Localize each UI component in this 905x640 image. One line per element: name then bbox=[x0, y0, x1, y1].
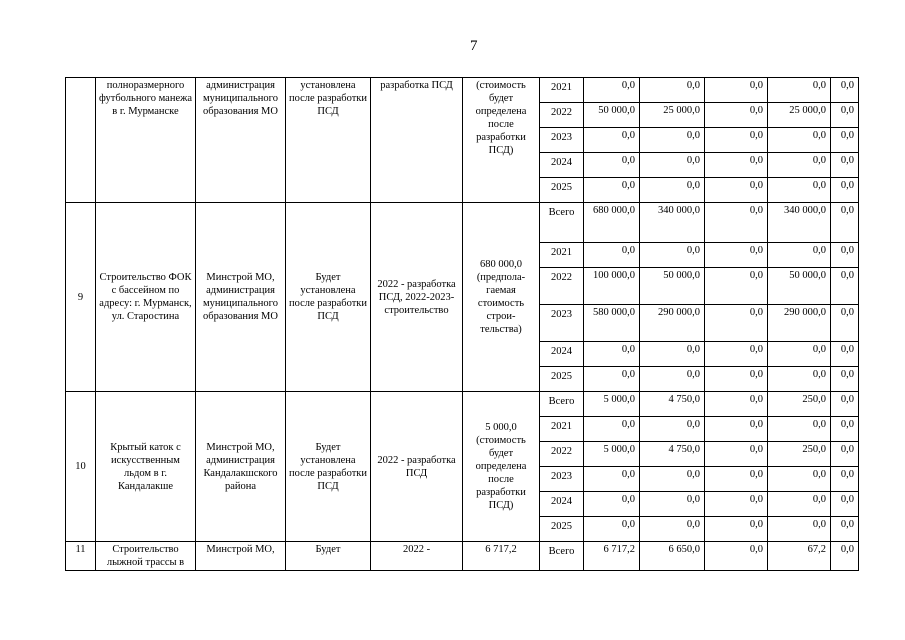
amount-cell: 0,0 bbox=[584, 78, 640, 103]
year-cell: 2024 bbox=[540, 492, 584, 517]
year-cell: 2024 bbox=[540, 153, 584, 178]
amount-cell: 0,0 bbox=[831, 103, 859, 128]
row-number-cell: 9 bbox=[66, 203, 96, 392]
amount-cell: 0,0 bbox=[705, 178, 768, 203]
amount-cell: 0,0 bbox=[584, 342, 640, 367]
amount-cell: 0,0 bbox=[768, 517, 831, 542]
amount-cell: 0,0 bbox=[831, 243, 859, 268]
amount-cell: 0,0 bbox=[584, 128, 640, 153]
amount-cell: 0,0 bbox=[831, 542, 859, 571]
amount-cell: 0,0 bbox=[640, 342, 705, 367]
capacity-cell: установлена после разработки ПСД bbox=[286, 78, 371, 203]
amount-cell: 0,0 bbox=[705, 243, 768, 268]
amount-cell: 0,0 bbox=[831, 178, 859, 203]
amount-cell: 340 000,0 bbox=[640, 203, 705, 243]
amount-cell: 0,0 bbox=[705, 542, 768, 571]
amount-cell: 0,0 bbox=[640, 153, 705, 178]
amount-cell: 0,0 bbox=[640, 467, 705, 492]
year-cell: 2022 bbox=[540, 103, 584, 128]
amount-cell: 0,0 bbox=[705, 442, 768, 467]
amount-cell: 0,0 bbox=[584, 492, 640, 517]
amount-cell: 0,0 bbox=[831, 153, 859, 178]
page-number: 7 bbox=[470, 38, 478, 54]
amount-cell: 0,0 bbox=[768, 467, 831, 492]
amount-cell: 0,0 bbox=[768, 243, 831, 268]
amount-cell: 0,0 bbox=[705, 467, 768, 492]
amount-cell: 0,0 bbox=[768, 342, 831, 367]
period-cell: 2022 - разработка ПСД, 2022-2023- строительство bbox=[371, 203, 463, 392]
amount-cell: 0,0 bbox=[768, 128, 831, 153]
amount-cell: 580 000,0 bbox=[584, 305, 640, 342]
year-cell: 2024 bbox=[540, 342, 584, 367]
year-cell: 2025 bbox=[540, 367, 584, 392]
row-number-cell: 11 bbox=[66, 542, 96, 571]
table-body bbox=[66, 78, 859, 571]
amount-cell: 0,0 bbox=[768, 178, 831, 203]
amount-cell: 0,0 bbox=[584, 467, 640, 492]
row-number-cell: 10 bbox=[66, 392, 96, 542]
amount-cell: 0,0 bbox=[831, 342, 859, 367]
amount-cell: 25 000,0 bbox=[640, 103, 705, 128]
amount-cell: 50 000,0 bbox=[584, 103, 640, 128]
amount-cell: 0,0 bbox=[831, 517, 859, 542]
amount-cell: 0,0 bbox=[705, 153, 768, 178]
object-name-cell: Строительство лыжной трассы в bbox=[96, 542, 196, 571]
amount-cell: 0,0 bbox=[705, 367, 768, 392]
amount-cell: 0,0 bbox=[584, 153, 640, 178]
amount-cell: 100 000,0 bbox=[584, 268, 640, 305]
year-cell: 2023 bbox=[540, 128, 584, 153]
amount-cell: 0,0 bbox=[705, 342, 768, 367]
amount-cell: 0,0 bbox=[640, 178, 705, 203]
amount-cell: 0,0 bbox=[831, 78, 859, 103]
amount-cell: 0,0 bbox=[705, 128, 768, 153]
amount-cell: 6 650,0 bbox=[640, 542, 705, 571]
executor-cell: Минстрой МО, администрация Кандалакшского района bbox=[196, 392, 286, 542]
executor-cell: Минстрой МО, администрация муниципального образования МО bbox=[196, 203, 286, 392]
amount-cell: 0,0 bbox=[768, 78, 831, 103]
table-row bbox=[66, 203, 859, 243]
year-cell: 2022 bbox=[540, 442, 584, 467]
year-cell: Всего bbox=[540, 392, 584, 417]
amount-cell: 0,0 bbox=[640, 367, 705, 392]
amount-cell: 0,0 bbox=[831, 467, 859, 492]
amount-cell: 25 000,0 bbox=[768, 103, 831, 128]
amount-cell: 5 000,0 bbox=[584, 392, 640, 417]
amount-cell: 0,0 bbox=[705, 268, 768, 305]
amount-cell: 0,0 bbox=[640, 128, 705, 153]
amount-cell: 50 000,0 bbox=[640, 268, 705, 305]
amount-cell: 0,0 bbox=[640, 492, 705, 517]
executor-cell: администрация муниципального образования МО bbox=[196, 78, 286, 203]
period-cell: 2022 - bbox=[371, 542, 463, 571]
year-cell: 2025 bbox=[540, 517, 584, 542]
amount-cell: 0,0 bbox=[705, 203, 768, 243]
estimated-cost-cell: 6 717,2 bbox=[463, 542, 540, 571]
amount-cell: 0,0 bbox=[831, 492, 859, 517]
amount-cell: 0,0 bbox=[640, 243, 705, 268]
year-cell: 2021 bbox=[540, 243, 584, 268]
program-table bbox=[65, 77, 859, 571]
amount-cell: 67,2 bbox=[768, 542, 831, 571]
amount-cell: 0,0 bbox=[640, 78, 705, 103]
amount-cell: 0,0 bbox=[584, 178, 640, 203]
amount-cell: 0,0 bbox=[705, 492, 768, 517]
amount-cell: 0,0 bbox=[584, 417, 640, 442]
row-number-cell bbox=[66, 78, 96, 203]
amount-cell: 0,0 bbox=[584, 243, 640, 268]
amount-cell: 0,0 bbox=[831, 128, 859, 153]
estimated-cost-cell: (стоимость будет определена после разработки ПСД) bbox=[463, 78, 540, 203]
amount-cell: 0,0 bbox=[705, 392, 768, 417]
year-cell: 2023 bbox=[540, 467, 584, 492]
amount-cell: 0,0 bbox=[831, 305, 859, 342]
year-cell: Всего bbox=[540, 203, 584, 243]
amount-cell: 0,0 bbox=[640, 417, 705, 442]
year-cell: 2021 bbox=[540, 417, 584, 442]
amount-cell: 0,0 bbox=[705, 78, 768, 103]
amount-cell: 0,0 bbox=[831, 203, 859, 243]
amount-cell: 4 750,0 bbox=[640, 442, 705, 467]
amount-cell: 0,0 bbox=[768, 153, 831, 178]
amount-cell: 0,0 bbox=[768, 492, 831, 517]
amount-cell: 290 000,0 bbox=[768, 305, 831, 342]
amount-cell: 50 000,0 bbox=[768, 268, 831, 305]
year-cell: 2023 bbox=[540, 305, 584, 342]
amount-cell: 0,0 bbox=[831, 392, 859, 417]
amount-cell: 0,0 bbox=[705, 417, 768, 442]
year-cell: 2022 bbox=[540, 268, 584, 305]
capacity-cell: Будет установлена после разработки ПСД bbox=[286, 203, 371, 392]
amount-cell: 250,0 bbox=[768, 392, 831, 417]
amount-cell: 0,0 bbox=[705, 517, 768, 542]
amount-cell: 6 717,2 bbox=[584, 542, 640, 571]
table-row bbox=[66, 542, 859, 571]
amount-cell: 4 750,0 bbox=[640, 392, 705, 417]
capacity-cell: Будет bbox=[286, 542, 371, 571]
amount-cell: 0,0 bbox=[584, 367, 640, 392]
period-cell: разработка ПСД bbox=[371, 78, 463, 203]
amount-cell: 340 000,0 bbox=[768, 203, 831, 243]
amount-cell: 0,0 bbox=[584, 517, 640, 542]
amount-cell: 290 000,0 bbox=[640, 305, 705, 342]
period-cell: 2022 - разработка ПСД bbox=[371, 392, 463, 542]
object-name-cell: Строительство ФОК с бассейном по адресу: г. Мурманск, ул. Старостина bbox=[96, 203, 196, 392]
amount-cell: 0,0 bbox=[831, 268, 859, 305]
amount-cell: 680 000,0 bbox=[584, 203, 640, 243]
amount-cell: 0,0 bbox=[768, 417, 831, 442]
amount-cell: 250,0 bbox=[768, 442, 831, 467]
amount-cell: 0,0 bbox=[640, 517, 705, 542]
table-row bbox=[66, 392, 859, 417]
amount-cell: 0,0 bbox=[831, 442, 859, 467]
amount-cell: 0,0 bbox=[831, 417, 859, 442]
object-name-cell: полноразмерного футбольного манежа в г. Мурманске bbox=[96, 78, 196, 203]
estimated-cost-cell: 5 000,0 (стоимость будет определена после разработки ПСД) bbox=[463, 392, 540, 542]
object-name-cell: Крытый каток с искусственным льдом в г. Кандалакше bbox=[96, 392, 196, 542]
year-cell: Всего bbox=[540, 542, 584, 571]
amount-cell: 5 000,0 bbox=[584, 442, 640, 467]
year-cell: 2025 bbox=[540, 178, 584, 203]
year-cell: 2021 bbox=[540, 78, 584, 103]
amount-cell: 0,0 bbox=[705, 103, 768, 128]
amount-cell: 0,0 bbox=[768, 367, 831, 392]
amount-cell: 0,0 bbox=[705, 305, 768, 342]
capacity-cell: Будет установлена после разработки ПСД bbox=[286, 392, 371, 542]
amount-cell: 0,0 bbox=[831, 367, 859, 392]
table-row bbox=[66, 78, 859, 103]
executor-cell: Минстрой МО, bbox=[196, 542, 286, 571]
estimated-cost-cell: 680 000,0 (предпола- гаемая стоимость строи- тельства) bbox=[463, 203, 540, 392]
